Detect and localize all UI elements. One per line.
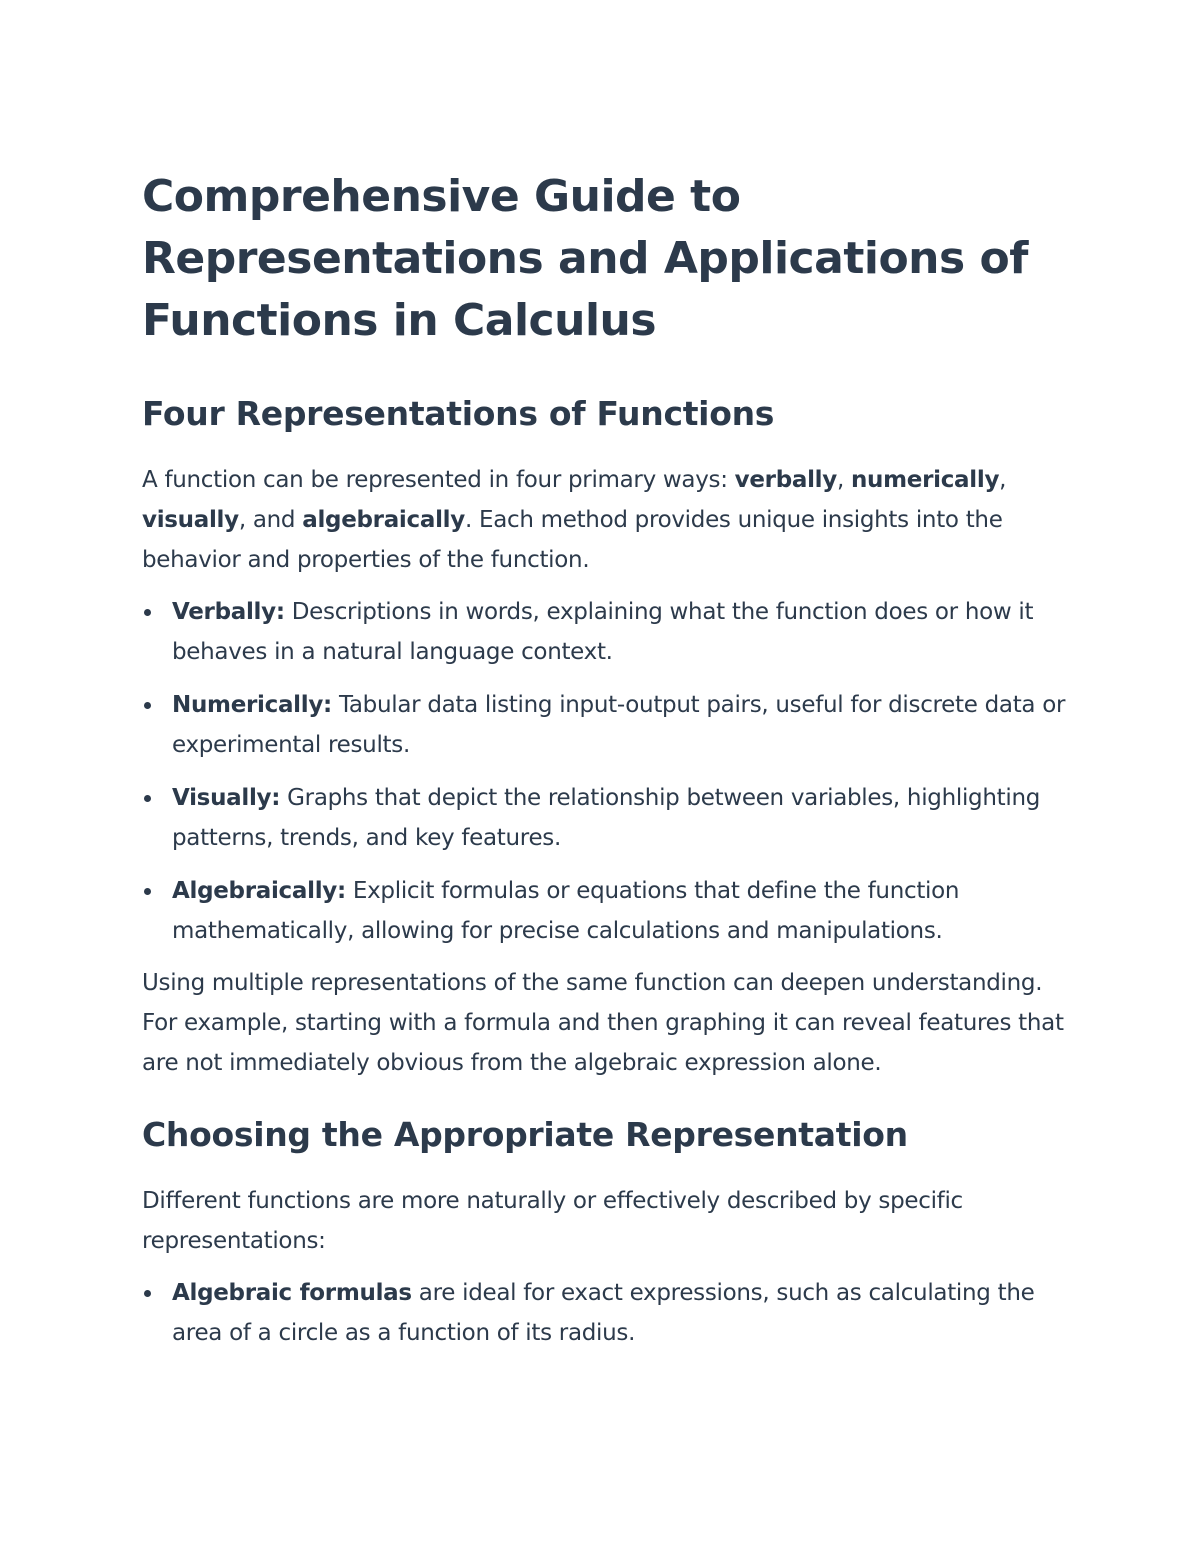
bullet-icon: [144, 1290, 151, 1297]
list-item-algebraically: [142, 871, 1072, 951]
list-item-term: Algebraic formulas: [172, 1280, 412, 1306]
choosing-intro-paragraph: Different functions are more naturally or effectively described by specific representations:: [142, 1188, 963, 1254]
list-item-text: Tabular data listing input-output pairs, useful for discrete data or experimental results.: [172, 692, 1066, 758]
list-item-numerically: [142, 685, 1072, 765]
bullet-icon: [144, 609, 151, 616]
bold-term-algebraically: algebraically: [302, 507, 465, 533]
list-item-text: Graphs that depict the relationship between variables, highlighting patterns, trends, and key features.: [172, 785, 1041, 851]
list-item-term: Numerically:: [172, 692, 332, 718]
list-item-text: Explicit formulas or equations that define the function mathematically, allowing for precise calculations and manipulations.: [172, 878, 960, 944]
bullet-icon: [144, 795, 151, 802]
bold-term-numerically: numerically: [850, 467, 1000, 493]
list-item-term: Verbally:: [172, 599, 285, 625]
document-content: [142, 166, 1072, 1353]
section-heading-four-representations: Four Representations of Functions: [142, 394, 775, 433]
section-heading-choosing: Choosing the Appropriate Representation: [142, 1115, 908, 1154]
choosing-list: [142, 1273, 1072, 1353]
list-item-term: Algebraically:: [172, 878, 346, 904]
list-item-algebraic-formulas: [142, 1273, 1072, 1353]
list-item-visually: [142, 778, 1072, 858]
page-title: Comprehensive Guide to Representations and Applications of Functions in Calculus: [142, 171, 1028, 346]
bullet-icon: [144, 888, 151, 895]
bullet-icon: [144, 702, 151, 709]
list-item-term: Visually:: [172, 785, 281, 811]
representations-list: [142, 592, 1072, 951]
closing-paragraph: Using multiple representations of the same function can deepen understanding. For example, starting with a formula and then graphing it can reveal features that are not immediately obvious from the algebraic expression alone.: [142, 970, 1064, 1076]
bold-term-verbally: verbally: [734, 467, 837, 493]
list-item-text: Descriptions in words, explaining what the function does or how it behaves in a natural language context.: [172, 599, 1034, 665]
list-item-text: are ideal for exact expressions, such as calculating the area of a circle as a function of its radius.: [172, 1280, 1035, 1346]
list-item-verbally: [142, 592, 1072, 672]
bold-term-visually: visually: [142, 507, 239, 533]
intro-paragraph: A function can be represented in four primary ways: verbally, numerically, visually, and algebraically. Each method provides unique insights into the behavior and properties of the function.: [142, 467, 1007, 573]
